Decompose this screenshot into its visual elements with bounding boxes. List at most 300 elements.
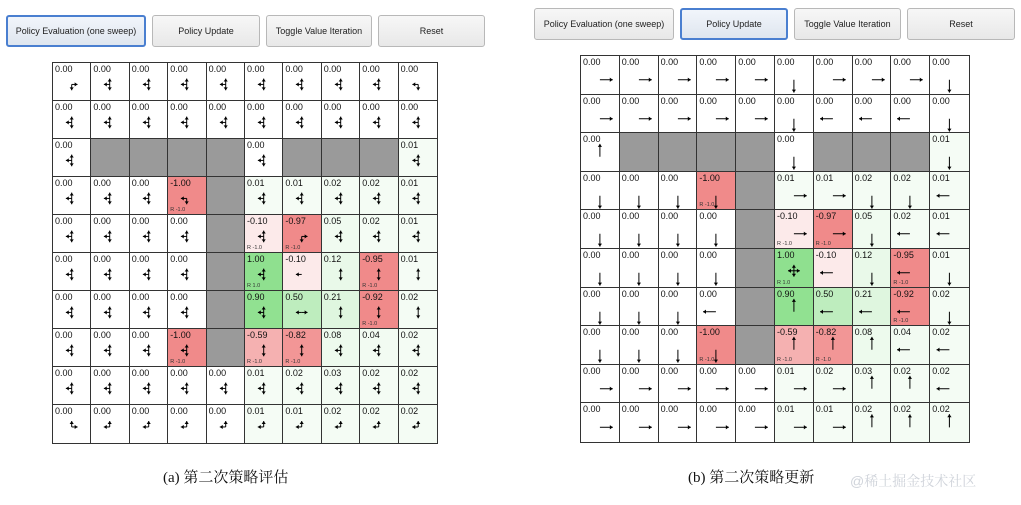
state-value: -0.10 [247, 216, 268, 226]
grid-cell[interactable] [130, 291, 168, 329]
grid-cell[interactable] [930, 403, 969, 442]
wall-cell [207, 329, 245, 367]
grid-cell[interactable] [168, 253, 206, 291]
grid-cell[interactable] [53, 101, 91, 139]
grid-cell[interactable] [91, 329, 129, 367]
grid-cell[interactable] [930, 210, 969, 249]
wall-cell [736, 172, 775, 211]
grid-cell[interactable] [930, 95, 969, 134]
grid-cell[interactable] [399, 405, 437, 443]
state-value: 0.00 [738, 365, 756, 376]
grid-cell[interactable] [814, 56, 853, 95]
state-value: 0.00 [815, 57, 834, 67]
grid-cell[interactable] [245, 139, 283, 177]
wall-cell [207, 139, 245, 177]
grid-cell[interactable] [853, 288, 892, 327]
grid-cell[interactable] [130, 215, 168, 253]
grid-cell[interactable] [891, 403, 930, 442]
grid-cell[interactable] [814, 403, 853, 442]
grid-cell[interactable] [360, 101, 398, 139]
grid-cell[interactable] [736, 403, 775, 442]
reward-label: R -1.0 [815, 240, 831, 247]
grid-cell[interactable] [53, 291, 91, 329]
state-value: 0.00 [621, 57, 640, 67]
grid-cell[interactable] [207, 101, 245, 139]
state-value: 0.02 [285, 368, 303, 378]
grid-cell[interactable] [853, 326, 892, 365]
state-value: 0.00 [738, 57, 756, 67]
reset-button[interactable]: Reset [378, 15, 485, 47]
state-value: 0.01 [776, 404, 795, 415]
grid-cell[interactable] [775, 56, 814, 95]
grid-cell[interactable] [168, 177, 206, 215]
grid-cell[interactable] [814, 326, 853, 365]
reward-label: R -1.0 [170, 359, 186, 365]
grid-cell[interactable] [620, 365, 659, 404]
state-value: 0.00 [93, 292, 111, 302]
wall-cell [620, 133, 659, 172]
state-value: 0.01 [400, 140, 419, 150]
reward-label: R -1.0 [362, 283, 378, 289]
grid-cell[interactable] [53, 405, 91, 443]
grid-cell[interactable] [891, 365, 930, 404]
grid-cell[interactable] [322, 101, 360, 139]
state-value: 0.00 [699, 211, 717, 222]
state-value: 0.12 [323, 254, 342, 264]
state-value: 0.00 [699, 404, 717, 415]
grid-cell[interactable] [399, 215, 437, 253]
grid-cell[interactable] [697, 326, 736, 365]
grid-cell[interactable] [130, 101, 168, 139]
policy-evaluation-button[interactable]: Policy Evaluation (one sweep) [534, 8, 674, 40]
state-value: 0.02 [854, 172, 873, 183]
policy-update-button[interactable]: Policy Update [152, 15, 260, 47]
grid-cell[interactable] [814, 365, 853, 404]
grid-cell[interactable] [697, 365, 736, 404]
grid-cell[interactable] [360, 329, 398, 367]
grid-cell[interactable] [930, 56, 969, 95]
grid-cell[interactable] [53, 329, 91, 367]
state-value: 0.00 [55, 178, 73, 188]
state-value: 0.00 [170, 292, 188, 302]
grid-cell[interactable] [130, 329, 168, 367]
grid-cell[interactable] [207, 405, 245, 443]
grid-cell[interactable] [283, 215, 321, 253]
state-value: 0.01 [247, 178, 265, 188]
wall-cell [814, 133, 853, 172]
state-value: -0.97 [815, 211, 837, 222]
grid-cell[interactable] [891, 288, 930, 327]
toggle-value-iteration-button[interactable]: Toggle Value Iteration [794, 8, 901, 40]
grid-cell[interactable] [283, 329, 321, 367]
grid-cell[interactable] [659, 365, 698, 404]
policy-evaluation-button[interactable]: Policy Evaluation (one sweep) [6, 15, 146, 47]
state-value: 0.90 [776, 288, 795, 299]
grid-cell[interactable] [130, 253, 168, 291]
grid-cell[interactable] [814, 210, 853, 249]
grid-cell[interactable] [697, 95, 736, 134]
grid-cell[interactable] [581, 365, 620, 404]
grid-cell[interactable] [697, 288, 736, 327]
state-value: 0.00 [208, 406, 227, 416]
grid-cell[interactable] [360, 367, 398, 405]
grid-cell[interactable] [697, 403, 736, 442]
grid-cell[interactable] [168, 291, 206, 329]
grid-cell[interactable] [659, 56, 698, 95]
grid-cell[interactable] [620, 95, 659, 134]
state-value: 0.00 [776, 134, 795, 145]
grid-cell[interactable] [399, 367, 437, 405]
state-value: 0.00 [55, 330, 73, 340]
reward-label: R -1.0 [362, 321, 378, 327]
state-value: -0.92 [362, 292, 383, 302]
grid-cell[interactable] [322, 367, 360, 405]
grid-cell[interactable] [775, 288, 814, 327]
grid-cell[interactable] [659, 326, 698, 365]
reward-label: R 1.0 [247, 283, 261, 289]
state-value: 0.00 [932, 57, 950, 67]
grid-cell[interactable] [360, 405, 398, 443]
grid-cell[interactable] [130, 367, 168, 405]
state-value: 0.00 [93, 330, 111, 340]
grid-cell[interactable] [322, 291, 360, 329]
grid-cell[interactable] [581, 210, 620, 249]
state-value: 0.00 [247, 64, 265, 74]
state-value: 0.00 [621, 365, 640, 376]
wall-cell [891, 133, 930, 172]
toggle-value-iteration-button[interactable]: Toggle Value Iteration [266, 15, 372, 47]
grid-cell[interactable] [168, 329, 206, 367]
grid-cell[interactable] [283, 291, 321, 329]
state-value: 0.00 [55, 102, 73, 112]
grid-cell[interactable] [853, 210, 892, 249]
state-value: -1.00 [699, 327, 720, 338]
grid-cell[interactable] [775, 133, 814, 172]
grid-cell[interactable] [360, 215, 398, 253]
state-value: 0.00 [583, 172, 601, 183]
grid-cell[interactable] [581, 403, 620, 442]
grid-cell[interactable] [659, 95, 698, 134]
wall-cell [207, 253, 245, 291]
grid-cell[interactable] [245, 405, 283, 443]
grid-cell[interactable] [245, 329, 283, 367]
grid-cell[interactable] [775, 249, 814, 288]
state-value: 0.02 [854, 404, 873, 415]
grid-cell[interactable] [360, 63, 398, 101]
grid-cell[interactable] [399, 329, 437, 367]
state-value: 0.01 [932, 249, 950, 260]
state-value: -0.97 [285, 216, 306, 226]
grid-cell[interactable] [891, 210, 930, 249]
grid-cell[interactable] [168, 367, 206, 405]
state-value: 0.00 [55, 140, 73, 150]
grid-cell[interactable] [853, 172, 892, 211]
wall-cell [736, 288, 775, 327]
state-value: 0.00 [854, 95, 873, 106]
grid-cell[interactable] [697, 249, 736, 288]
state-value: 0.00 [660, 211, 679, 222]
grid-cell[interactable] [930, 249, 969, 288]
state-value: 0.01 [932, 134, 950, 145]
grid-cell[interactable] [620, 326, 659, 365]
grid-cell[interactable] [283, 63, 321, 101]
grid-cell[interactable] [399, 139, 437, 177]
grid-cell[interactable] [91, 367, 129, 405]
grid-cell[interactable] [91, 63, 129, 101]
gridworld-right [580, 55, 970, 443]
grid-cell[interactable] [853, 249, 892, 288]
grid-cell[interactable] [91, 215, 129, 253]
state-value: 0.00 [583, 365, 601, 376]
grid-cell[interactable] [399, 253, 437, 291]
grid-cell[interactable] [659, 172, 698, 211]
grid-cell[interactable] [930, 326, 969, 365]
grid-cell[interactable] [53, 253, 91, 291]
grid-cell[interactable] [360, 291, 398, 329]
state-value: 0.01 [932, 172, 950, 183]
state-value: 0.05 [854, 211, 873, 222]
right-button-bar [534, 8, 1015, 40]
grid-cell[interactable] [53, 139, 91, 177]
grid-cell[interactable] [775, 210, 814, 249]
state-value: 0.05 [323, 216, 342, 226]
state-value: 0.01 [400, 254, 419, 264]
grid-cell[interactable] [775, 95, 814, 134]
state-value: 0.01 [247, 406, 265, 416]
grid-cell[interactable] [53, 177, 91, 215]
grid-cell[interactable] [322, 253, 360, 291]
grid-cell[interactable] [168, 215, 206, 253]
grid-cell[interactable] [399, 291, 437, 329]
grid-cell[interactable] [53, 215, 91, 253]
state-value: 0.00 [55, 254, 73, 264]
state-value: 0.00 [247, 140, 265, 150]
grid-cell[interactable] [620, 403, 659, 442]
state-value: 0.08 [323, 330, 342, 340]
grid-cell[interactable] [659, 403, 698, 442]
state-value: 0.00 [55, 406, 73, 416]
grid-cell[interactable] [775, 403, 814, 442]
grid-cell[interactable] [322, 63, 360, 101]
grid-cell[interactable] [283, 177, 321, 215]
grid-cell[interactable] [91, 291, 129, 329]
state-value: 0.00 [699, 249, 717, 260]
grid-cell[interactable] [775, 326, 814, 365]
grid-cell[interactable] [814, 249, 853, 288]
grid-cell[interactable] [814, 172, 853, 211]
state-value: 0.03 [323, 368, 342, 378]
state-value: 0.00 [93, 254, 111, 264]
grid-cell[interactable] [399, 63, 437, 101]
state-value: 0.00 [131, 406, 150, 416]
wall-cell [207, 291, 245, 329]
grid-cell[interactable] [207, 367, 245, 405]
state-value: 0.02 [932, 404, 950, 415]
grid-cell[interactable] [283, 367, 321, 405]
state-value: 0.04 [893, 327, 911, 338]
grid-cell[interactable] [620, 288, 659, 327]
state-value: 0.01 [285, 406, 303, 416]
grid-cell[interactable] [283, 101, 321, 139]
grid-cell[interactable] [130, 63, 168, 101]
state-value: 0.00 [893, 57, 911, 67]
state-value: 0.00 [660, 172, 679, 183]
state-value: 0.00 [776, 57, 795, 67]
state-value: 0.00 [131, 178, 150, 188]
grid-cell[interactable] [891, 172, 930, 211]
grid-cell[interactable] [930, 365, 969, 404]
grid-cell[interactable] [91, 405, 129, 443]
state-value: 0.01 [247, 368, 265, 378]
grid-cell[interactable] [245, 101, 283, 139]
grid-cell[interactable] [360, 253, 398, 291]
grid-cell[interactable] [891, 95, 930, 134]
grid-cell[interactable] [659, 288, 698, 327]
caption-left: (a) 第二次策略评估 [163, 470, 289, 486]
state-value: 0.00 [170, 216, 188, 226]
state-value: 0.02 [400, 406, 419, 416]
reward-label: R -1.0 [776, 356, 792, 363]
wall-cell [283, 139, 321, 177]
grid-cell[interactable] [245, 63, 283, 101]
wall-cell [207, 215, 245, 253]
grid-cell[interactable] [814, 288, 853, 327]
grid-cell[interactable] [775, 365, 814, 404]
policy-update-button[interactable]: Policy Update [680, 8, 788, 40]
state-value: 0.01 [400, 216, 419, 226]
grid-cell[interactable] [620, 172, 659, 211]
grid-cell[interactable] [245, 291, 283, 329]
state-value: 0.50 [815, 288, 834, 299]
grid-cell[interactable] [659, 249, 698, 288]
reset-button[interactable]: Reset [907, 8, 1015, 40]
state-value: 0.02 [362, 368, 380, 378]
grid-cell[interactable] [322, 215, 360, 253]
state-value: 0.02 [400, 292, 419, 302]
grid-cell[interactable] [736, 95, 775, 134]
grid-cell[interactable] [360, 177, 398, 215]
state-value: -0.59 [247, 330, 268, 340]
grid-cell[interactable] [91, 101, 129, 139]
grid-cell[interactable] [659, 210, 698, 249]
wall-cell [130, 139, 168, 177]
reward-label: R -1.0 [815, 356, 831, 363]
grid-cell[interactable] [245, 215, 283, 253]
grid-cell[interactable] [697, 210, 736, 249]
grid-cell[interactable] [930, 133, 969, 172]
state-value: 0.02 [400, 368, 419, 378]
state-value: 0.00 [583, 57, 601, 67]
grid-cell[interactable] [245, 177, 283, 215]
grid-cell[interactable] [775, 172, 814, 211]
grid-cell[interactable] [91, 177, 129, 215]
state-value: 0.00 [93, 102, 111, 112]
grid-cell[interactable] [853, 95, 892, 134]
grid-cell[interactable] [53, 63, 91, 101]
state-value: 0.00 [660, 95, 679, 106]
state-value: 0.00 [400, 64, 419, 74]
state-value: 0.00 [170, 254, 188, 264]
grid-cell[interactable] [322, 329, 360, 367]
state-value: 0.00 [131, 102, 150, 112]
grid-cell[interactable] [168, 405, 206, 443]
state-value: 0.00 [170, 64, 188, 74]
grid-cell[interactable] [581, 56, 620, 95]
grid-cell[interactable] [853, 56, 892, 95]
grid-cell[interactable] [168, 63, 206, 101]
state-value: 0.00 [660, 288, 679, 299]
grid-cell[interactable] [130, 177, 168, 215]
grid-cell[interactable] [891, 249, 930, 288]
grid-cell[interactable] [930, 172, 969, 211]
grid-cell[interactable] [930, 288, 969, 327]
state-value: 0.00 [583, 288, 601, 299]
grid-cell[interactable] [322, 405, 360, 443]
grid-cell[interactable] [283, 253, 321, 291]
grid-cell[interactable] [581, 172, 620, 211]
reward-label: R 1.0 [776, 279, 791, 286]
reward-label: R -1.0 [247, 245, 262, 251]
grid-cell[interactable] [581, 288, 620, 327]
grid-cell[interactable] [399, 177, 437, 215]
state-value: 0.00 [400, 102, 419, 112]
state-value: 0.21 [854, 288, 873, 299]
grid-cell[interactable] [399, 101, 437, 139]
grid-cell[interactable] [53, 367, 91, 405]
reward-label: R -1.0 [247, 359, 262, 365]
state-value: 0.00 [738, 95, 756, 106]
grid-cell[interactable] [891, 56, 930, 95]
state-value: 0.00 [93, 368, 111, 378]
state-value: 0.00 [932, 95, 950, 106]
grid-cell[interactable] [581, 326, 620, 365]
reward-label: R -1.0 [285, 245, 301, 251]
state-value: 0.00 [621, 211, 640, 222]
grid-cell[interactable] [245, 253, 283, 291]
grid-cell[interactable] [891, 326, 930, 365]
grid-cell[interactable] [207, 63, 245, 101]
grid-cell[interactable] [130, 405, 168, 443]
grid-cell[interactable] [581, 95, 620, 134]
grid-cell[interactable] [283, 405, 321, 443]
wall-cell [360, 139, 398, 177]
state-value: -1.00 [170, 178, 191, 188]
state-value: -0.82 [285, 330, 306, 340]
grid-cell[interactable] [91, 253, 129, 291]
state-value: 0.00 [621, 172, 640, 183]
grid-cell[interactable] [853, 403, 892, 442]
grid-cell[interactable] [581, 133, 620, 172]
grid-cell[interactable] [620, 210, 659, 249]
grid-cell[interactable] [620, 56, 659, 95]
grid-cell[interactable] [736, 365, 775, 404]
grid-cell[interactable] [620, 249, 659, 288]
state-value: 0.00 [776, 95, 795, 106]
state-value: -0.95 [362, 254, 383, 264]
grid-cell[interactable] [814, 95, 853, 134]
reward-label: R -1.0 [285, 359, 301, 365]
state-value: -0.92 [893, 288, 914, 299]
grid-cell[interactable] [697, 172, 736, 211]
grid-cell[interactable] [168, 101, 206, 139]
grid-cell[interactable] [697, 56, 736, 95]
grid-cell[interactable] [736, 56, 775, 95]
grid-cell[interactable] [322, 177, 360, 215]
grid-cell[interactable] [581, 249, 620, 288]
state-value: 0.00 [170, 406, 188, 416]
grid-cell[interactable] [853, 365, 892, 404]
grid-cell[interactable] [245, 367, 283, 405]
